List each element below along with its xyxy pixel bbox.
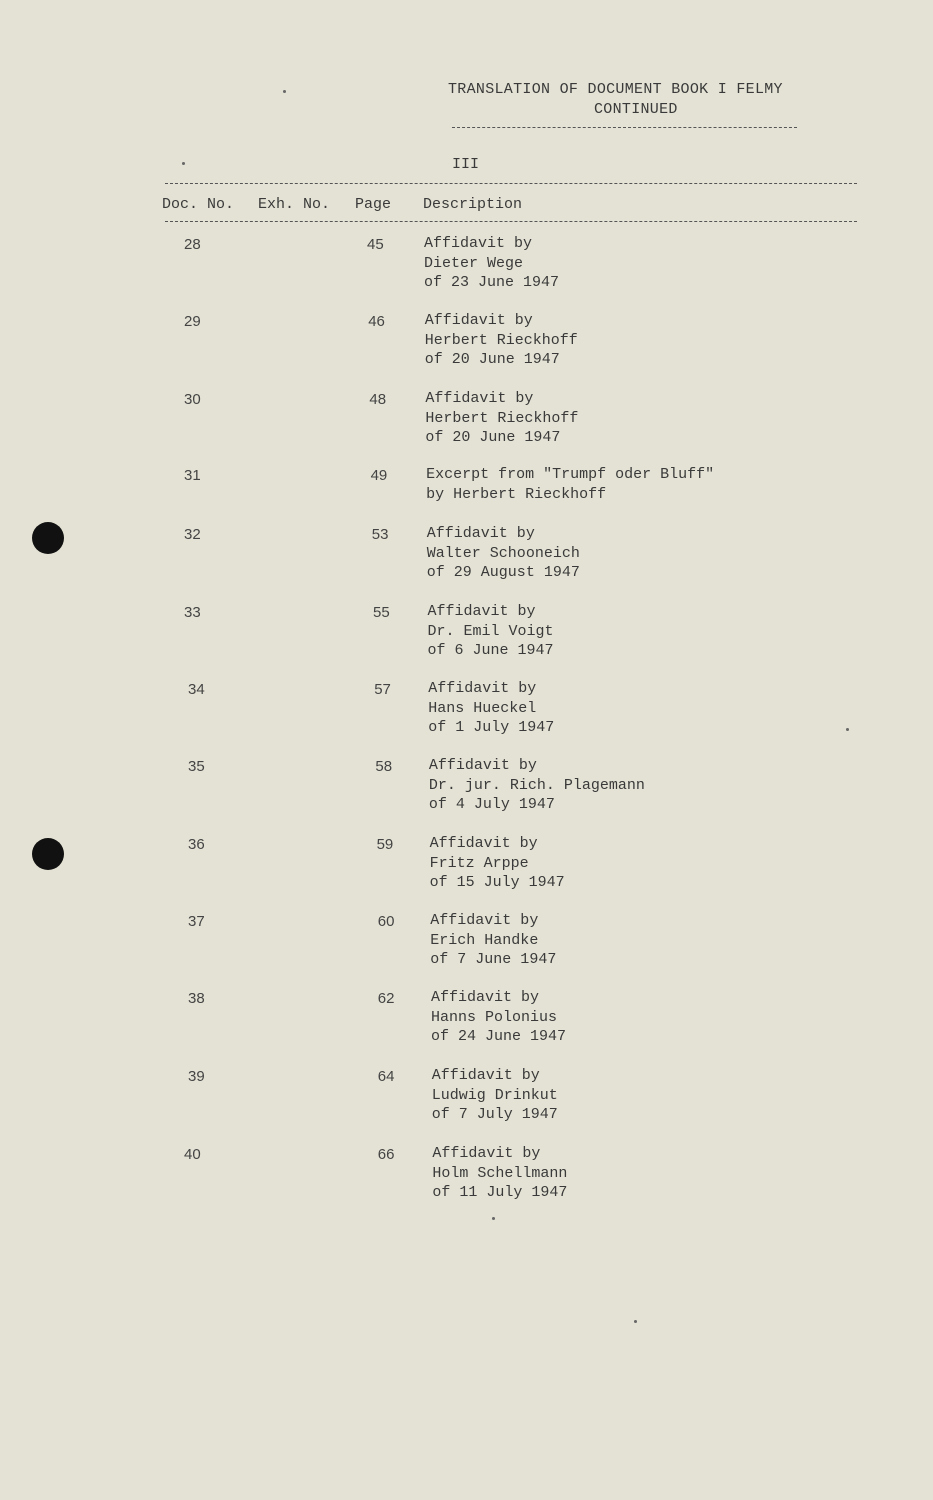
description-line: of 7 June 1947	[430, 951, 557, 968]
doc-number: 38	[188, 990, 205, 1007]
description-line: Fritz Arppe	[429, 854, 529, 872]
doc-number: 31	[184, 467, 201, 484]
page-number: 66	[377, 1146, 395, 1163]
description-line: Affidavit by	[424, 312, 533, 329]
page-number: 48	[369, 391, 387, 408]
description-line: Affidavit by	[432, 1145, 541, 1162]
header-title: TRANSLATION OF DOCUMENT BOOK I FELMY	[448, 81, 783, 98]
page-number: 53	[371, 526, 389, 543]
description	[425, 311, 578, 370]
col-exh-no: Exh. No.	[258, 196, 331, 213]
page-number: 59	[376, 836, 394, 853]
description-line: Affidavit by	[430, 912, 539, 929]
description	[427, 524, 580, 583]
doc-number: 35	[188, 758, 205, 775]
description-line: of 6 June 1947	[427, 642, 554, 659]
description-line: Affidavit by	[431, 1067, 540, 1084]
page-number: 58	[375, 758, 393, 775]
description-line: Holm Schellmann	[432, 1164, 568, 1182]
description	[432, 1144, 567, 1203]
header-continued: CONTINUED	[594, 101, 678, 118]
description-line: Herbert Rieckhoff	[424, 331, 578, 349]
description-line: of 4 July 1947	[428, 796, 555, 813]
description	[425, 389, 578, 448]
doc-number: 40	[184, 1146, 201, 1163]
doc-number: 32	[184, 526, 201, 543]
description-line: Affidavit by	[425, 390, 534, 407]
description-line: of 20 June 1947	[424, 351, 560, 368]
description-line: Affidavit by	[424, 235, 533, 252]
description-line: Excerpt from "Trumpf oder Bluff"	[426, 466, 715, 483]
page-number: 46	[368, 313, 385, 330]
doc-number: 33	[184, 604, 201, 621]
description-line: by Herbert Rieckhoff	[426, 485, 607, 503]
description-line: of 7 July 1947	[431, 1106, 558, 1123]
punch-hole	[32, 522, 64, 554]
page-number: 45	[367, 236, 384, 253]
description-line: of 20 June 1947	[425, 429, 561, 446]
description	[430, 834, 565, 893]
description-line: Ludwig Drinkut	[431, 1086, 558, 1104]
page-number: 62	[377, 990, 395, 1007]
page-number: 49	[370, 467, 388, 484]
paper-speck	[634, 1320, 637, 1323]
punch-hole	[32, 838, 64, 870]
description-line: Affidavit by	[428, 757, 537, 774]
table-header-rule	[165, 221, 857, 222]
doc-number: 37	[188, 913, 205, 930]
doc-number: 39	[188, 1068, 205, 1085]
doc-number: 28	[184, 236, 201, 253]
description-line: Dieter Wege	[424, 254, 524, 272]
section-number: III	[452, 156, 480, 173]
header-underline	[452, 127, 797, 128]
description-line: Herbert Rieckhoff	[425, 409, 579, 427]
col-description: Description	[423, 196, 523, 213]
description-line: Dr. jur. Rich. Plagemann	[428, 776, 645, 794]
description-line: Dr. Emil Voigt	[427, 622, 554, 640]
col-doc-no: Doc. No.	[162, 196, 235, 213]
doc-number: 30	[184, 391, 201, 408]
description-line: of 1 July 1947	[428, 719, 555, 736]
description	[430, 911, 556, 970]
description-line: of 29 August 1947	[426, 564, 580, 581]
description-line: Affidavit by	[429, 835, 538, 852]
doc-number: 36	[188, 836, 205, 853]
description-line: Walter Schooneich	[426, 544, 580, 562]
description	[431, 988, 566, 1047]
description	[424, 234, 559, 293]
description	[432, 1066, 558, 1125]
table-top-rule	[165, 183, 857, 184]
paper-speck	[492, 1217, 495, 1220]
description-line: Affidavit by	[431, 989, 540, 1006]
description-line: Hanns Polonius	[431, 1008, 558, 1026]
col-page: Page	[355, 196, 392, 213]
description-line: Affidavit by	[427, 603, 536, 620]
description	[429, 756, 645, 815]
page-number: 64	[377, 1068, 395, 1085]
paper-speck	[283, 90, 286, 93]
paper-speck	[846, 728, 849, 731]
description-line: Hans Hueckel	[428, 699, 537, 717]
description-line: of 15 July 1947	[429, 874, 565, 891]
description-line: of 11 July 1947	[432, 1184, 568, 1201]
description	[428, 602, 554, 661]
description-line: Affidavit by	[428, 680, 537, 697]
paper-speck	[182, 162, 185, 165]
doc-number: 34	[188, 681, 205, 698]
description-line: of 23 June 1947	[424, 274, 560, 291]
description-line: of 24 June 1947	[431, 1028, 567, 1045]
page-number: 55	[373, 604, 390, 621]
description	[426, 465, 714, 504]
page-number: 57	[374, 681, 391, 698]
doc-number: 29	[184, 313, 201, 330]
page-number: 60	[377, 913, 395, 930]
document-header	[448, 80, 808, 120]
description-line: Affidavit by	[426, 525, 535, 542]
description-line: Erich Handke	[430, 931, 539, 949]
description	[428, 679, 554, 738]
